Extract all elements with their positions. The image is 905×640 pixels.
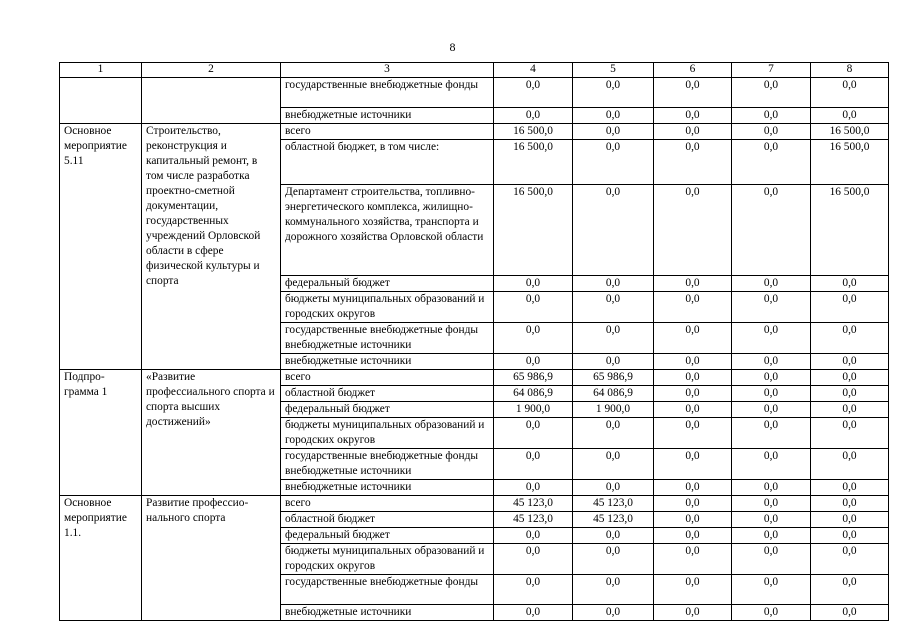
amount-cell: 0,0 [654, 276, 732, 292]
funding-source-cell: федеральный бюджет [281, 528, 494, 544]
program-code-cell [60, 78, 142, 124]
funding-source-cell: всего [281, 370, 494, 386]
amount-cell: 0,0 [573, 605, 654, 621]
amount-cell: 64 086,9 [573, 386, 654, 402]
amount-cell: 0,0 [811, 276, 889, 292]
column-header: 1 [60, 63, 142, 78]
funding-source-cell: всего [281, 124, 494, 140]
amount-cell: 0,0 [494, 480, 573, 496]
program-code-cell: Подпро-грамма 1 [60, 370, 142, 496]
amount-cell: 0,0 [811, 402, 889, 418]
amount-cell: 0,0 [573, 108, 654, 124]
column-header: 4 [494, 63, 573, 78]
amount-cell: 0,0 [811, 528, 889, 544]
column-header: 3 [281, 63, 494, 78]
amount-cell: 45 123,0 [494, 512, 573, 528]
amount-cell: 0,0 [732, 323, 811, 354]
amount-cell: 16 500,0 [494, 140, 573, 185]
budget-table [59, 62, 889, 621]
amount-cell: 0,0 [811, 292, 889, 323]
amount-cell: 0,0 [654, 108, 732, 124]
funding-source-cell: внебюджетные источники [281, 605, 494, 621]
amount-cell: 64 086,9 [494, 386, 573, 402]
amount-cell: 0,0 [494, 449, 573, 480]
funding-source-cell: Департамент строительства, топливно-энергетического комплекса, жилищно-коммунального хозяйства, транспорта и дорожного хозяйства Орловской области [281, 185, 494, 276]
program-name-cell [142, 78, 281, 124]
amount-cell: 0,0 [654, 449, 732, 480]
program-code-cell: Основное мероприятие 1.1. [60, 496, 142, 621]
funding-source-cell: государственные внебюджетные фонды [281, 78, 494, 108]
amount-cell: 16 500,0 [494, 124, 573, 140]
amount-cell: 0,0 [654, 78, 732, 108]
table-body [60, 78, 889, 621]
amount-cell: 0,0 [654, 292, 732, 323]
column-header: 8 [811, 63, 889, 78]
amount-cell: 0,0 [573, 124, 654, 140]
amount-cell: 0,0 [811, 386, 889, 402]
amount-cell: 65 986,9 [494, 370, 573, 386]
amount-cell: 0,0 [732, 605, 811, 621]
amount-cell: 0,0 [654, 575, 732, 605]
program-name-cell: Развитие профессио-нального спорта [142, 496, 281, 621]
amount-cell: 0,0 [654, 185, 732, 276]
amount-cell: 0,0 [654, 605, 732, 621]
table-row [60, 124, 889, 140]
amount-cell: 0,0 [732, 292, 811, 323]
table-row [60, 496, 889, 512]
amount-cell: 0,0 [573, 140, 654, 185]
amount-cell: 65 986,9 [573, 370, 654, 386]
page-number: 8 [449, 40, 456, 54]
funding-source-cell: бюджеты муниципальных образований и городских округов [281, 292, 494, 323]
amount-cell: 0,0 [732, 276, 811, 292]
funding-source-cell: всего [281, 496, 494, 512]
amount-cell: 0,0 [654, 544, 732, 575]
amount-cell: 0,0 [732, 496, 811, 512]
amount-cell: 0,0 [732, 402, 811, 418]
amount-cell: 0,0 [573, 449, 654, 480]
amount-cell: 0,0 [811, 496, 889, 512]
amount-cell: 0,0 [732, 480, 811, 496]
amount-cell: 16 500,0 [811, 124, 889, 140]
amount-cell: 0,0 [494, 418, 573, 449]
column-header: 7 [732, 63, 811, 78]
funding-source-cell: областной бюджет [281, 386, 494, 402]
amount-cell: 0,0 [494, 528, 573, 544]
funding-source-cell: государственные внебюджетные фонды внебюджетные источники [281, 449, 494, 480]
amount-cell: 0,0 [573, 480, 654, 496]
amount-cell: 0,0 [654, 386, 732, 402]
amount-cell: 0,0 [732, 124, 811, 140]
amount-cell: 0,0 [811, 480, 889, 496]
amount-cell: 0,0 [654, 370, 732, 386]
amount-cell: 0,0 [573, 276, 654, 292]
amount-cell: 0,0 [654, 480, 732, 496]
amount-cell: 0,0 [573, 544, 654, 575]
column-header: 2 [142, 63, 281, 78]
amount-cell: 0,0 [494, 544, 573, 575]
amount-cell: 0,0 [811, 78, 889, 108]
amount-cell: 0,0 [573, 292, 654, 323]
table-row [60, 78, 889, 108]
amount-cell: 16 500,0 [811, 185, 889, 276]
amount-cell: 0,0 [811, 512, 889, 528]
amount-cell: 0,0 [494, 276, 573, 292]
amount-cell: 0,0 [573, 323, 654, 354]
funding-source-cell: федеральный бюджет [281, 276, 494, 292]
program-code-cell: Основное мероприятие 5.11 [60, 124, 142, 370]
amount-cell: 0,0 [654, 140, 732, 185]
funding-source-cell: областной бюджет [281, 512, 494, 528]
amount-cell: 0,0 [732, 544, 811, 575]
amount-cell: 16 500,0 [494, 185, 573, 276]
amount-cell: 0,0 [732, 108, 811, 124]
amount-cell: 0,0 [732, 418, 811, 449]
amount-cell: 0,0 [494, 108, 573, 124]
amount-cell: 0,0 [573, 575, 654, 605]
amount-cell: 0,0 [732, 512, 811, 528]
column-header: 6 [654, 63, 732, 78]
amount-cell: 0,0 [811, 449, 889, 480]
funding-source-cell: внебюджетные источники [281, 354, 494, 370]
amount-cell: 0,0 [654, 124, 732, 140]
amount-cell: 0,0 [654, 354, 732, 370]
funding-source-cell: областной бюджет, в том числе: [281, 140, 494, 185]
funding-source-cell: внебюджетные источники [281, 108, 494, 124]
amount-cell: 0,0 [811, 575, 889, 605]
amount-cell: 0,0 [654, 323, 732, 354]
amount-cell: 1 900,0 [494, 402, 573, 418]
funding-source-cell: бюджеты муниципальных образований и городских округов [281, 418, 494, 449]
amount-cell: 0,0 [811, 354, 889, 370]
amount-cell: 0,0 [811, 544, 889, 575]
amount-cell: 0,0 [732, 528, 811, 544]
amount-cell: 1 900,0 [573, 402, 654, 418]
column-header: 5 [573, 63, 654, 78]
program-name-cell: «Развитие профессиального спорта и спорта высших достижений» [142, 370, 281, 496]
funding-source-cell: государственные внебюджетные фонды [281, 575, 494, 605]
amount-cell: 0,0 [654, 496, 732, 512]
amount-cell: 45 123,0 [494, 496, 573, 512]
amount-cell: 0,0 [732, 370, 811, 386]
table-row [60, 370, 889, 386]
amount-cell: 0,0 [494, 605, 573, 621]
amount-cell: 0,0 [573, 354, 654, 370]
amount-cell: 0,0 [573, 185, 654, 276]
header-row [60, 63, 889, 78]
amount-cell: 0,0 [811, 605, 889, 621]
amount-cell: 0,0 [732, 185, 811, 276]
amount-cell: 0,0 [494, 575, 573, 605]
amount-cell: 0,0 [573, 528, 654, 544]
amount-cell: 0,0 [811, 323, 889, 354]
amount-cell: 0,0 [494, 78, 573, 108]
amount-cell: 0,0 [732, 386, 811, 402]
amount-cell: 0,0 [732, 140, 811, 185]
amount-cell: 0,0 [811, 418, 889, 449]
amount-cell: 45 123,0 [573, 512, 654, 528]
amount-cell: 0,0 [573, 78, 654, 108]
funding-source-cell: бюджеты муниципальных образований и городских округов [281, 544, 494, 575]
amount-cell: 0,0 [732, 354, 811, 370]
funding-source-cell: государственные внебюджетные фонды внебюджетные источники [281, 323, 494, 354]
amount-cell: 0,0 [654, 402, 732, 418]
amount-cell: 0,0 [811, 370, 889, 386]
amount-cell: 45 123,0 [573, 496, 654, 512]
amount-cell: 0,0 [732, 575, 811, 605]
amount-cell: 0,0 [732, 449, 811, 480]
amount-cell: 16 500,0 [811, 140, 889, 185]
amount-cell: 0,0 [654, 512, 732, 528]
amount-cell: 0,0 [811, 108, 889, 124]
amount-cell: 0,0 [732, 78, 811, 108]
amount-cell: 0,0 [573, 418, 654, 449]
funding-source-cell: федеральный бюджет [281, 402, 494, 418]
amount-cell: 0,0 [494, 292, 573, 323]
amount-cell: 0,0 [654, 418, 732, 449]
program-name-cell: Строительство, реконструкция и капитальный ремонт, в том числе разработка проектно-сметной документации, государственных учреждений Орловской области в сфере физической культуры и спорта [142, 124, 281, 370]
amount-cell: 0,0 [654, 528, 732, 544]
amount-cell: 0,0 [494, 354, 573, 370]
funding-source-cell: внебюджетные источники [281, 480, 494, 496]
amount-cell: 0,0 [494, 323, 573, 354]
